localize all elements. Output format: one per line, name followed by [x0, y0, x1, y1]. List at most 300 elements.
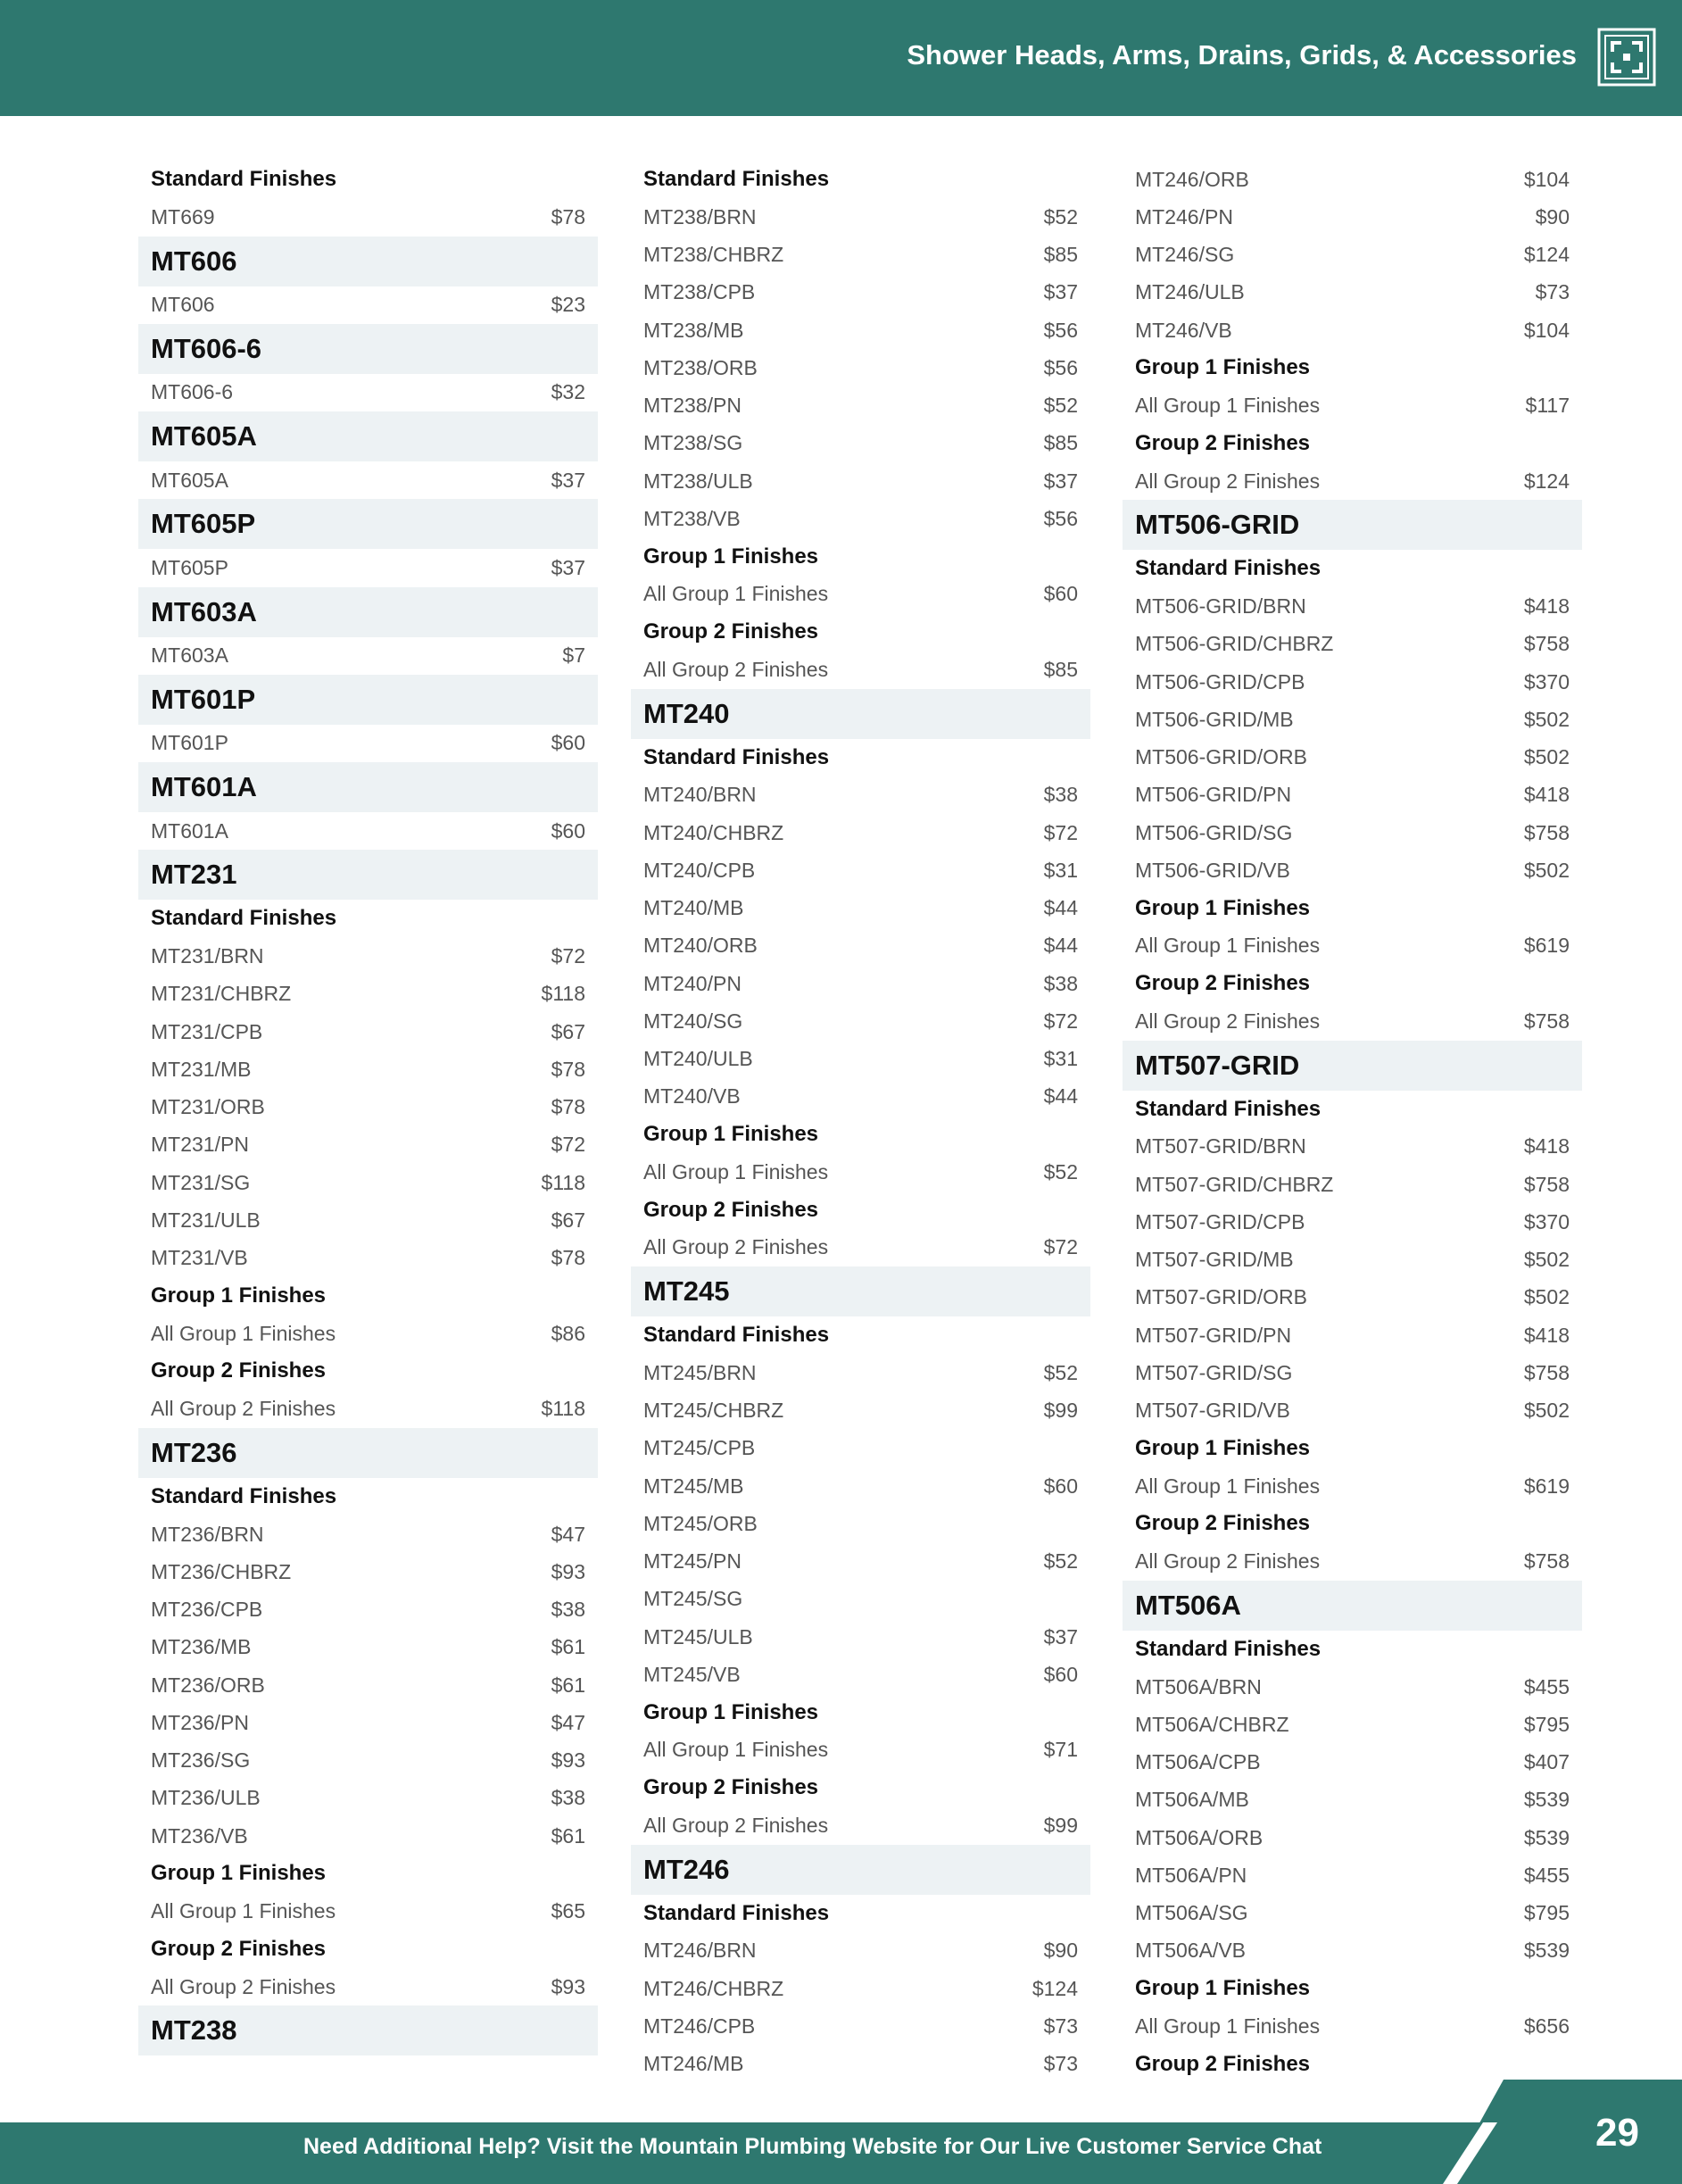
- item-price: $117: [1525, 394, 1570, 418]
- item-price: $93: [551, 1974, 585, 1998]
- price-row: [1123, 1128, 1582, 1166]
- item-sku: MT506A/BRN: [1135, 1674, 1262, 1698]
- item-sku: MT236/MB: [151, 1635, 252, 1659]
- page-number: 29: [1595, 2111, 1639, 2155]
- price-row: [138, 1666, 598, 1704]
- row-label: MT603A: [151, 595, 257, 627]
- price-row: [1123, 2007, 1582, 2045]
- item-sku: MT245/CHBRZ: [643, 1399, 784, 1423]
- item-sku: MT506A/SG: [1135, 1901, 1248, 1925]
- item-sku: MT605A: [151, 468, 228, 492]
- item-price: $118: [541, 1170, 585, 1194]
- item-price: $118: [541, 982, 585, 1006]
- item-price: $44: [1043, 896, 1078, 920]
- price-row: [631, 890, 1090, 927]
- price-row: [1123, 1706, 1582, 1743]
- price-row: [1123, 1467, 1582, 1505]
- item-sku: MT601A: [151, 818, 228, 843]
- item-sku: MT238/SG: [643, 431, 743, 455]
- price-row: [631, 2007, 1090, 2045]
- row-label: MT605P: [151, 508, 256, 540]
- item-sku: MT506-GRID/PN: [1135, 783, 1292, 807]
- item-price: $370: [1523, 669, 1570, 693]
- row-label: Standard Finishes: [643, 744, 830, 769]
- item-sku: All Group 2 Finishes: [643, 1235, 829, 1259]
- item-price: $418: [1523, 1323, 1570, 1347]
- item-sku: MT231/SG: [151, 1170, 251, 1194]
- item-price: $124: [1523, 469, 1570, 493]
- item-price: $795: [1523, 1712, 1570, 1736]
- item-sku: MT245/MB: [643, 1474, 744, 1498]
- row-label: Group 1 Finishes: [643, 544, 819, 569]
- row-label: Standard Finishes: [643, 167, 830, 192]
- item-sku: MT246/BRN: [643, 1939, 757, 1963]
- price-row: [1123, 161, 1582, 198]
- price-row: [1123, 1744, 1582, 1781]
- row-label: MT238: [151, 2014, 237, 2047]
- item-sku: MT236/ULB: [151, 1786, 261, 1810]
- finish-group-label: [1123, 1631, 1582, 1668]
- item-price: $455: [1523, 1674, 1570, 1698]
- item-sku: All Group 2 Finishes: [1135, 1009, 1321, 1033]
- price-column-3: [1123, 161, 1582, 2083]
- product-heading: [138, 850, 598, 900]
- item-price: $118: [541, 1397, 585, 1421]
- price-row: [138, 1089, 598, 1126]
- price-row: [631, 965, 1090, 1002]
- finish-group-label: [138, 1931, 598, 1968]
- item-sku: MT506A/ORB: [1135, 1825, 1264, 1849]
- price-row: [1123, 311, 1582, 349]
- finish-group-label: [631, 613, 1090, 651]
- row-label: Group 1 Finishes: [151, 1283, 327, 1308]
- price-row: [138, 1050, 598, 1088]
- row-label: MT605A: [151, 420, 257, 452]
- price-row: [631, 462, 1090, 500]
- item-sku: MT506-GRID/MB: [1135, 707, 1294, 731]
- item-sku: MT240/ULB: [643, 1047, 753, 1071]
- item-sku: MT245/BRN: [643, 1360, 757, 1384]
- item-price: $90: [1043, 1939, 1078, 1963]
- item-sku: MT238/MB: [643, 318, 744, 342]
- price-row: [1123, 626, 1582, 663]
- product-heading: [631, 1266, 1090, 1316]
- item-price: $60: [1043, 582, 1078, 606]
- row-label: Group 2 Finishes: [643, 1775, 819, 1800]
- price-row: [631, 1354, 1090, 1391]
- finish-group-label: [631, 1192, 1090, 1229]
- item-sku: MT245/SG: [643, 1587, 743, 1611]
- item-sku: MT231/MB: [151, 1057, 252, 1081]
- finish-group-label: [631, 161, 1090, 198]
- item-sku: All Group 1 Finishes: [643, 1738, 829, 1762]
- price-row: [631, 1543, 1090, 1581]
- price-row: [631, 1430, 1090, 1467]
- item-price: $37: [1043, 280, 1078, 304]
- row-label: Group 2 Finishes: [1135, 430, 1311, 455]
- price-row: [631, 1153, 1090, 1191]
- item-sku: All Group 1 Finishes: [151, 1321, 336, 1345]
- price-row: [631, 1932, 1090, 1970]
- item-sku: MT506A/CHBRZ: [1135, 1712, 1289, 1736]
- item-price: $99: [1043, 1813, 1078, 1837]
- price-row: [138, 1240, 598, 1277]
- finish-group-label: [631, 1694, 1090, 1731]
- item-sku: MT240/MB: [643, 896, 744, 920]
- item-price: $37: [1043, 469, 1078, 493]
- price-row: [1123, 1316, 1582, 1354]
- price-row: [138, 461, 598, 499]
- price-row: [138, 725, 598, 762]
- item-sku: MT240/CHBRZ: [643, 820, 784, 844]
- item-sku: MT506A/VB: [1135, 1939, 1246, 1963]
- price-row: [1123, 1932, 1582, 1970]
- item-price: $758: [1523, 820, 1570, 844]
- item-price: $93: [551, 1559, 585, 1583]
- row-label: Group 2 Finishes: [151, 1358, 327, 1383]
- price-row: [1123, 1166, 1582, 1203]
- item-sku: MT245/VB: [643, 1662, 741, 1686]
- item-sku: All Group 2 Finishes: [643, 1813, 829, 1837]
- item-sku: All Group 2 Finishes: [1135, 469, 1321, 493]
- row-label: Group 1 Finishes: [1135, 895, 1311, 920]
- product-heading: [138, 762, 598, 812]
- item-sku: MT246/ULB: [1135, 280, 1245, 304]
- price-row: [138, 374, 598, 411]
- item-sku: MT240/ORB: [643, 934, 758, 958]
- item-price: $78: [551, 1246, 585, 1270]
- price-row: [631, 349, 1090, 386]
- product-heading: [1123, 1041, 1582, 1091]
- item-sku: MT507-GRID/CHBRZ: [1135, 1172, 1334, 1196]
- row-label: MT601A: [151, 771, 257, 802]
- item-price: $60: [551, 731, 585, 755]
- price-row: [631, 237, 1090, 274]
- item-price: $418: [1523, 594, 1570, 619]
- item-price: $52: [1043, 204, 1078, 228]
- item-sku: MT246/VB: [1135, 318, 1232, 342]
- item-price: $502: [1523, 745, 1570, 769]
- price-row: [631, 927, 1090, 965]
- item-price: $78: [551, 204, 585, 228]
- item-price: $37: [1043, 1624, 1078, 1648]
- item-price: $418: [1523, 783, 1570, 807]
- item-price: $72: [1043, 1009, 1078, 1033]
- item-price: $90: [1535, 204, 1570, 228]
- finish-group-label: [1123, 349, 1582, 386]
- price-row: [631, 1392, 1090, 1430]
- item-price: $60: [1043, 1474, 1078, 1498]
- item-price: $52: [1043, 1549, 1078, 1574]
- item-price: $99: [1043, 1399, 1078, 1423]
- product-heading: [138, 411, 598, 461]
- item-price: $44: [1043, 1084, 1078, 1109]
- price-row: [631, 387, 1090, 425]
- price-row: [1123, 1241, 1582, 1279]
- price-row: [631, 2046, 1090, 2083]
- row-label: MT601P: [151, 683, 256, 715]
- price-row: [631, 274, 1090, 311]
- row-label: Group 2 Finishes: [151, 1936, 327, 1961]
- item-sku: MT606: [151, 293, 215, 317]
- item-price: $31: [1043, 1047, 1078, 1071]
- price-row: [1123, 927, 1582, 965]
- item-price: $44: [1043, 934, 1078, 958]
- item-sku: MT246/CHBRZ: [643, 1976, 784, 2000]
- item-price: $758: [1523, 1360, 1570, 1384]
- item-sku: MT246/ORB: [1135, 167, 1249, 191]
- item-sku: MT506-GRID/ORB: [1135, 745, 1307, 769]
- item-price: $56: [1043, 318, 1078, 342]
- price-row: [1123, 237, 1582, 274]
- item-price: $539: [1523, 1939, 1570, 1963]
- price-row: [631, 1505, 1090, 1542]
- finish-group-label: [631, 1769, 1090, 1806]
- price-row: [138, 1893, 598, 1931]
- item-price: $539: [1523, 1825, 1570, 1849]
- price-row: [138, 1591, 598, 1629]
- item-sku: MT506A/CPB: [1135, 1750, 1261, 1774]
- item-sku: All Group 1 Finishes: [1135, 394, 1321, 418]
- price-row: [631, 576, 1090, 613]
- row-label: Group 1 Finishes: [643, 1699, 819, 1724]
- price-row: [138, 198, 598, 236]
- item-price: $38: [1043, 783, 1078, 807]
- price-row: [1123, 198, 1582, 236]
- row-label: Group 2 Finishes: [643, 619, 819, 644]
- product-heading: [138, 1428, 598, 1478]
- row-label: MT606: [151, 245, 237, 277]
- price-row: [1123, 1819, 1582, 1856]
- finish-group-label: [1123, 1091, 1582, 1128]
- item-sku: All Group 2 Finishes: [643, 657, 829, 681]
- row-label: MT507-GRID: [1135, 1049, 1300, 1081]
- row-label: Standard Finishes: [151, 167, 337, 192]
- item-sku: MT507-GRID/ORB: [1135, 1285, 1307, 1309]
- price-row: [138, 1391, 598, 1428]
- product-heading: [1123, 1581, 1582, 1631]
- price-row: [1123, 1354, 1582, 1391]
- price-row: [1123, 1543, 1582, 1581]
- item-price: $61: [551, 1823, 585, 1848]
- footer-corner-decoration: [1428, 2080, 1682, 2184]
- price-row: [138, 1553, 598, 1590]
- price-row: [1123, 663, 1582, 701]
- price-row: [138, 976, 598, 1013]
- price-row: [138, 286, 598, 324]
- item-sku: MT507-GRID/VB: [1135, 1399, 1290, 1423]
- item-price: $23: [551, 293, 585, 317]
- row-label: MT240: [643, 697, 730, 729]
- item-sku: MT245/ULB: [643, 1624, 753, 1648]
- price-row: [1123, 814, 1582, 851]
- price-row: [1123, 588, 1582, 626]
- item-price: $60: [1043, 1662, 1078, 1686]
- row-label: MT506-GRID: [1135, 509, 1300, 541]
- item-price: $85: [1043, 657, 1078, 681]
- item-sku: MT236/PN: [151, 1710, 249, 1734]
- product-heading: [631, 1845, 1090, 1895]
- row-label: Standard Finishes: [151, 1483, 337, 1508]
- item-sku: MT506-GRID/BRN: [1135, 594, 1306, 619]
- item-sku: MT236/CPB: [151, 1598, 263, 1622]
- price-row: [1123, 1856, 1582, 1894]
- row-label: Standard Finishes: [643, 1323, 830, 1348]
- product-heading: [138, 2005, 598, 2055]
- price-row: [631, 500, 1090, 537]
- frame-logo-icon: [1597, 28, 1656, 87]
- item-price: $85: [1043, 431, 1078, 455]
- finish-group-label: [631, 1316, 1090, 1354]
- item-price: $56: [1043, 355, 1078, 379]
- row-label: MT506A: [1135, 1589, 1241, 1621]
- row-label: Group 2 Finishes: [1135, 1511, 1311, 1536]
- price-row: [1123, 1668, 1582, 1706]
- item-price: $502: [1523, 858, 1570, 882]
- item-sku: MT236/CHBRZ: [151, 1559, 292, 1583]
- price-row: [631, 1078, 1090, 1116]
- price-row: [1123, 1203, 1582, 1241]
- row-label: Standard Finishes: [1135, 556, 1322, 581]
- price-row: [631, 425, 1090, 462]
- item-sku: MT506A/MB: [1135, 1788, 1249, 1812]
- page-title: Shower Heads, Arms, Drains, Grids, & Accessories: [907, 39, 1577, 71]
- price-row: [138, 637, 598, 675]
- price-row: [138, 812, 598, 850]
- finish-group-label: [1123, 1505, 1582, 1542]
- price-row: [631, 311, 1090, 349]
- price-row: [1123, 1781, 1582, 1819]
- product-heading: [138, 237, 598, 286]
- item-price: $124: [1523, 243, 1570, 267]
- item-price: $124: [1032, 1976, 1078, 2000]
- item-sku: MT238/VB: [643, 506, 741, 530]
- row-label: Group 1 Finishes: [151, 1861, 327, 1886]
- row-label: MT236: [151, 1436, 237, 1468]
- price-row: [631, 1041, 1090, 1078]
- item-sku: MT669: [151, 204, 215, 228]
- item-sku: MT231/ORB: [151, 1095, 265, 1119]
- row-label: Group 2 Finishes: [643, 1197, 819, 1222]
- price-row: [138, 1704, 598, 1741]
- item-sku: All Group 2 Finishes: [151, 1974, 336, 1998]
- item-sku: MT231/VB: [151, 1246, 248, 1270]
- item-sku: MT507-GRID/CPB: [1135, 1209, 1305, 1233]
- item-sku: MT606-6: [151, 380, 234, 404]
- item-price: $619: [1523, 1474, 1570, 1498]
- row-label: Group 2 Finishes: [1135, 2051, 1311, 2076]
- item-sku: MT245/ORB: [643, 1511, 758, 1535]
- item-sku: MT238/PN: [643, 394, 742, 418]
- finish-group-label: [138, 1277, 598, 1315]
- row-label: Group 1 Finishes: [1135, 1435, 1311, 1460]
- item-price: $38: [551, 1598, 585, 1622]
- item-price: $502: [1523, 707, 1570, 731]
- item-sku: MT507-GRID/SG: [1135, 1360, 1293, 1384]
- item-price: $52: [1043, 1360, 1078, 1384]
- item-price: $72: [551, 944, 585, 968]
- finish-group-label: [138, 1855, 598, 1892]
- row-label: MT245: [643, 1275, 730, 1307]
- item-sku: MT245/PN: [643, 1549, 742, 1574]
- item-price: $502: [1523, 1399, 1570, 1423]
- item-sku: MT246/PN: [1135, 204, 1233, 228]
- row-label: Standard Finishes: [1135, 1636, 1322, 1661]
- price-row: [631, 1618, 1090, 1656]
- item-price: $72: [1043, 820, 1078, 844]
- price-row: [1123, 1895, 1582, 1932]
- footer-help-text: Need Additional Help? Visit the Mountain Plumbing Website for Our Live Customer Service Chat: [303, 2134, 1322, 2159]
- price-row: [138, 1164, 598, 1201]
- item-price: $78: [551, 1057, 585, 1081]
- item-sku: All Group 1 Finishes: [151, 1899, 336, 1923]
- price-row: [138, 1780, 598, 1817]
- item-sku: MT238/CHBRZ: [643, 243, 784, 267]
- product-heading: [138, 499, 598, 549]
- price-row: [631, 1581, 1090, 1618]
- price-row: [138, 1201, 598, 1239]
- item-price: $67: [551, 1208, 585, 1232]
- item-price: $370: [1523, 1209, 1570, 1233]
- item-sku: MT506A/PN: [1135, 1863, 1247, 1887]
- item-sku: MT245/CPB: [643, 1436, 756, 1460]
- price-row: [1123, 851, 1582, 889]
- item-price: $7: [562, 644, 585, 668]
- item-sku: MT238/ULB: [643, 469, 753, 493]
- price-row: [1123, 387, 1582, 425]
- item-price: $795: [1523, 1901, 1570, 1925]
- item-sku: MT238/BRN: [643, 204, 757, 228]
- row-label: Standard Finishes: [643, 1900, 830, 1925]
- item-sku: MT246/SG: [1135, 243, 1235, 267]
- item-price: $65: [551, 1899, 585, 1923]
- item-price: $418: [1523, 1134, 1570, 1158]
- item-sku: MT240/PN: [643, 971, 742, 995]
- price-row: [631, 814, 1090, 851]
- product-heading: [1123, 500, 1582, 550]
- item-price: $52: [1043, 1159, 1078, 1183]
- price-column-1: [138, 161, 598, 2055]
- price-row: [138, 1629, 598, 1666]
- price-row: [138, 1126, 598, 1164]
- item-price: $60: [551, 818, 585, 843]
- item-price: $67: [551, 1019, 585, 1043]
- item-price: $38: [551, 1786, 585, 1810]
- item-sku: MT238/ORB: [643, 355, 758, 379]
- finish-group-label: [138, 161, 598, 198]
- item-price: $502: [1523, 1285, 1570, 1309]
- item-sku: All Group 1 Finishes: [1135, 1474, 1321, 1498]
- finish-group-label: [1123, 550, 1582, 587]
- item-price: $72: [1043, 1235, 1078, 1259]
- price-row: [631, 776, 1090, 814]
- finish-group-label: [138, 900, 598, 937]
- finish-group-label: [138, 1352, 598, 1390]
- item-price: $78: [551, 1095, 585, 1119]
- item-price: $502: [1523, 1248, 1570, 1272]
- price-row: [631, 1656, 1090, 1693]
- item-price: $758: [1523, 632, 1570, 656]
- row-label: MT606-6: [151, 332, 262, 364]
- item-sku: All Group 2 Finishes: [151, 1397, 336, 1421]
- item-sku: MT506-GRID/SG: [1135, 820, 1293, 844]
- item-price: $758: [1523, 1549, 1570, 1574]
- price-row: [1123, 1279, 1582, 1316]
- item-sku: MT231/PN: [151, 1133, 249, 1157]
- item-sku: MT240/BRN: [643, 783, 757, 807]
- item-price: $61: [551, 1673, 585, 1697]
- item-price: $85: [1043, 243, 1078, 267]
